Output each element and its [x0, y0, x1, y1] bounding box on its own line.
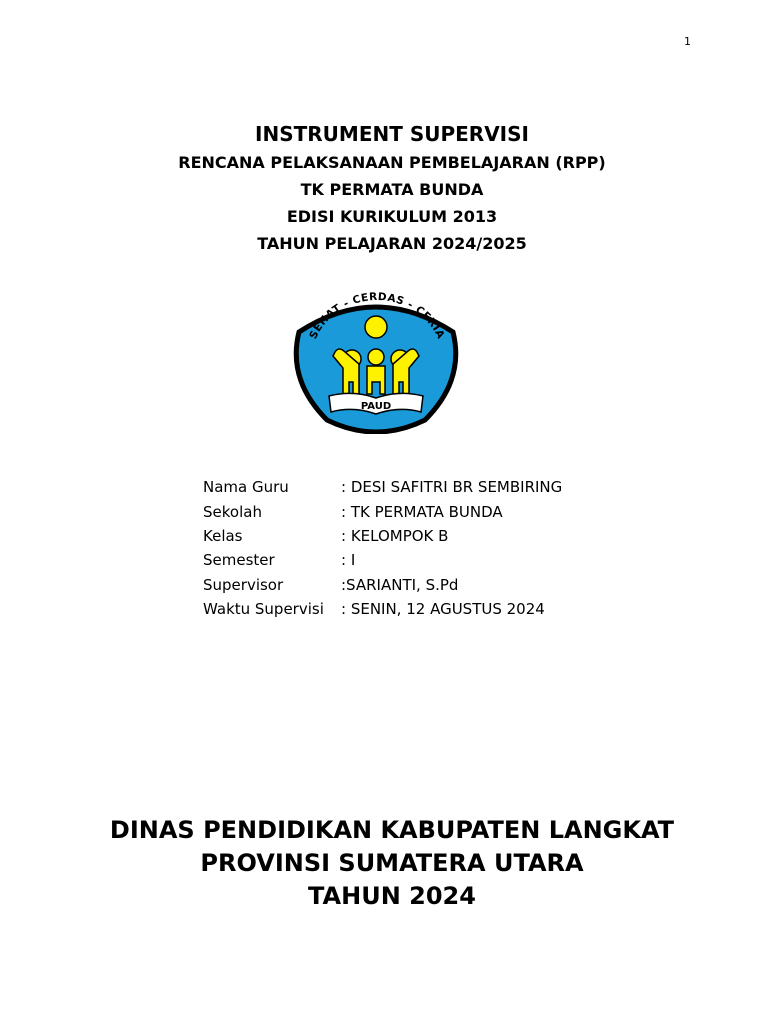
info-row — [203, 548, 562, 572]
info-row — [203, 573, 562, 597]
info-row — [203, 475, 562, 499]
document-title: INSTRUMENT SUPERVISI — [255, 122, 529, 146]
info-value: : TK PERMATA BUNDA — [341, 502, 503, 521]
info-label: Semester — [203, 551, 275, 570]
info-label: Waktu Supervisi — [203, 600, 324, 619]
subtitle-academic-year: TAHUN PELAJARAN 2024/2025 — [257, 234, 527, 253]
info-label: Kelas — [203, 526, 243, 545]
info-label: Supervisor — [203, 575, 284, 594]
subtitle-school: TK PERMATA BUNDA — [300, 180, 484, 199]
info-value: : DESI SAFITRI BR SEMBIRING — [341, 478, 563, 497]
paud-logo — [287, 284, 465, 434]
title-block — [0, 121, 768, 257]
info-value: : I — [341, 551, 356, 570]
subtitle-curriculum: EDISI KURIKULUM 2013 — [286, 207, 498, 226]
info-row — [203, 524, 562, 548]
logo-banner-text: PAUD — [360, 401, 392, 412]
info-value: :SARIANTI, S.Pd — [341, 575, 459, 594]
logo-arc-text: SEHAT - CERDAS - CERIA — [307, 290, 447, 341]
info-value: : SENIN, 12 AGUSTUS 2024 — [341, 600, 545, 619]
footer-year: TAHUN 2024 — [308, 882, 476, 910]
footer-province: PROVINSI SUMATERA UTARA — [200, 849, 584, 877]
info-value: : KELOMPOK B — [341, 526, 449, 545]
supervision-info-table — [203, 475, 562, 621]
footer-agency: DINAS PENDIDIKAN KABUPATEN LANGKAT — [109, 816, 675, 844]
info-row — [203, 597, 562, 621]
info-label: Sekolah — [203, 502, 262, 521]
page-number: 1 — [684, 35, 691, 48]
info-label: Nama Guru — [203, 478, 289, 497]
footer-block — [0, 814, 768, 913]
info-row — [203, 499, 562, 523]
subtitle-rpp: RENCANA PELAKSANAAN PEMBELAJARAN (RPP) — [178, 153, 606, 172]
